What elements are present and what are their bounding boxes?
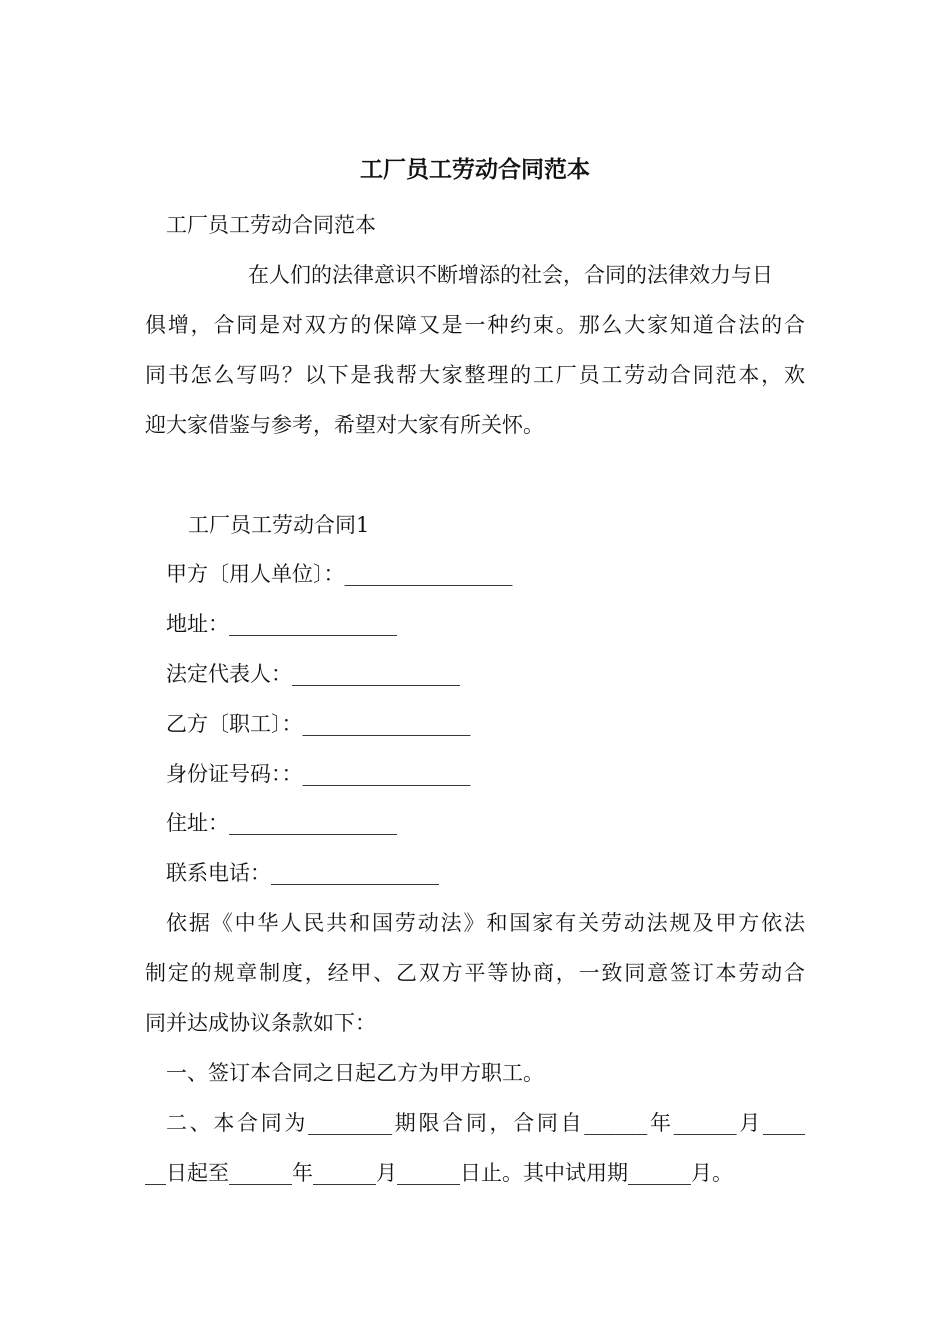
field-residence: 住址：________________: [166, 811, 397, 835]
field-id-number: 身份证号码：：________________: [166, 762, 471, 786]
intro-line-3: 同书怎么写吗？以下是我帮大家整理的工厂员工劳动合同范本，欢: [145, 363, 805, 387]
document-title: 工厂员工劳动合同范本: [360, 156, 590, 183]
field-address: 地址：________________: [166, 612, 397, 636]
clause-2-line-1: 二、本合同为________期限合同，合同自______年______月____: [166, 1111, 805, 1135]
field-legal-representative: 法定代表人：________________: [166, 662, 460, 686]
intro-line-2: 俱增，合同是对双方的保障又是一种约束。那么大家知道合法的合: [145, 313, 805, 337]
section-heading: 工厂员工劳动合同1: [188, 513, 370, 537]
field-party-b: 乙方〔职工〕：________________: [166, 712, 471, 736]
field-phone: 联系电话：________________: [166, 861, 439, 885]
field-party-a: 甲方〔用人单位〕：________________: [166, 562, 513, 586]
intro-line-1: 在人们的法律意识不断增添的社会，合同的法律效力与日: [248, 263, 773, 287]
basis-line-1: 依据《中华人民共和国劳动法》和国家有关劳动法规及甲方依法: [166, 911, 805, 935]
basis-line-3: 同并达成协议条款如下：: [145, 1011, 376, 1035]
basis-line-2: 制定的规章制度，经甲、乙双方平等协商，一致同意签订本劳动合: [145, 961, 805, 985]
intro-line-4: 迎大家借鉴与参考，希望对大家有所关怀。: [145, 413, 544, 437]
document-subtitle: 工厂员工劳动合同范本: [166, 213, 376, 237]
clause-2-line-2: __日起至______年______月______日止。其中试用期______月。: [145, 1161, 733, 1185]
clause-1: 一、签订本合同之日起乙方为甲方职工。: [166, 1061, 544, 1085]
